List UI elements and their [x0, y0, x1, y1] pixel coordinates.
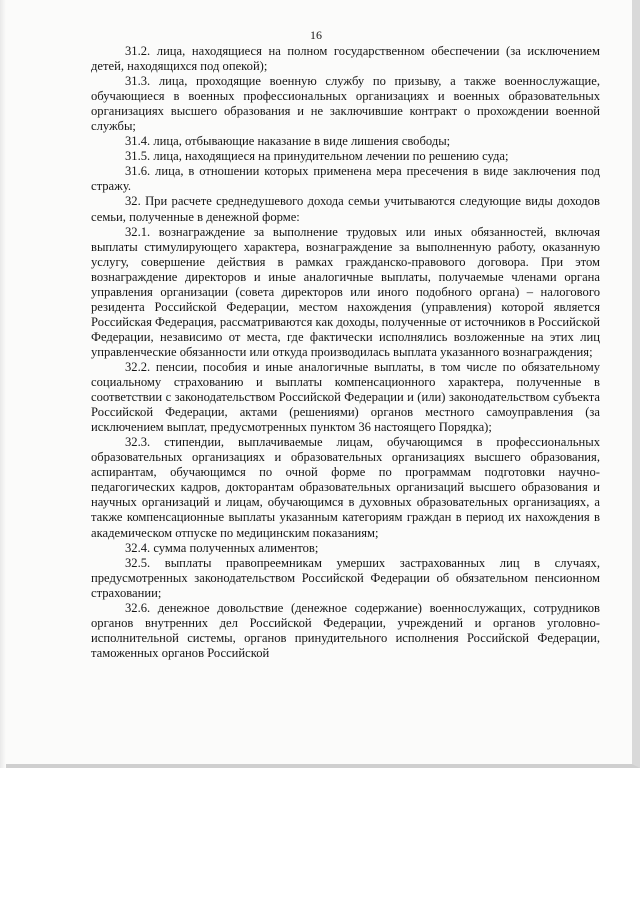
paragraph-32-1: 32.1. вознаграждение за выполнение трудовых или иных обязанностей, включая выплаты стимулирующего характера, вознаграждение за выполненную работу, оказанную услугу, совершение действия в рамках гражданско-правового договора. При этом вознаграждение директоров и иные аналогичные выплаты, получаемые членами органа управления организации (совета директоров или иного подобного органа) – налогового резидента Российской Федерации, местом нахождения (управления) которой является Российская Федерация, рассматриваются как доходы, полученные от источников в Российской Федерации, независимо от места, где фактически исполнялись возложенные на этих лиц управленческие обязанности или откуда производилась выплата указанного вознаграждения; [91, 224, 600, 359]
paragraph-32-4: 32.4. сумма полученных алиментов; [125, 540, 319, 555]
paragraph-32-5: 32.5. выплаты правопреемникам умерших застрахованных лиц в случаях, предусмотренных законодательством Российской Федерации об обязательном пенсионном страховании; [91, 555, 600, 600]
paragraph-31-6: 31.6. лица, в отношении которых применена мера пресечения в виде заключения под стражу. [91, 164, 600, 194]
paragraph-31-5: 31.5. лица, находящиеся на принудительном лечении по решению суда; [125, 149, 509, 164]
paragraph-32-2: 32.2. пенсии, пособия и иные аналогичные выплаты, в том числе по обязательному социальному страхованию и выплаты компенсационного характера, полученные в соответствии с законодательством Российской Федерации и (или) законодательством субъекта Российской Федерации, актами (решениями) органов местного самоуправления (за исключением выплат, предусмотренных пунктом 36 настоящего Порядка); [91, 359, 600, 435]
paragraph-32-6: 32.6. денежное довольствие (денежное содержание) военнослужащих, сотрудников органов внутренних дел Российской Федерации, учреждений и органов уголовно-исполнительной системы, органов принудительного исполнения Российской Федерации, таможенных органов Российской [91, 600, 600, 660]
paragraph-32-3: 32.3. стипендии, выплачиваемые лицам, обучающимся в профессиональных образовательных организациях и образовательных организациях высшего образования, аспирантам, обучающимся по очной форме по программам подготовки научно-педагогических кадров, докторантам образовательных организаций высшего образования и научных организаций и лицам, обучающимся в духовных образовательных организациях, а также компенсационные выплаты указанным категориям граждан в период их нахождения в академическом отпуске по медицинским показаниям; [91, 435, 600, 540]
document-body [91, 44, 600, 661]
scan-shadow-edge [0, 0, 6, 768]
page-number: 16 [310, 28, 322, 42]
paragraph-31-3: 31.3. лица, проходящие военную службу по призыву, а также военнослужащие, обучающиеся в военных профессиональных организациях и военных образовательных организациях высшего образования и не заключившие контракт о прохождении военной службы; [91, 74, 600, 134]
paragraph-32: 32. При расчете среднедушевого дохода семьи учитываются следующие виды доходов семьи, полученные в денежной форме: [91, 194, 600, 224]
paragraph-31-2: 31.2. лица, находящиеся на полном государственном обеспечении (за исключением детей, находящихся под опекой); [91, 44, 600, 74]
paragraph-31-4: 31.4. лица, отбывающие наказание в виде лишения свободы; [125, 134, 451, 149]
